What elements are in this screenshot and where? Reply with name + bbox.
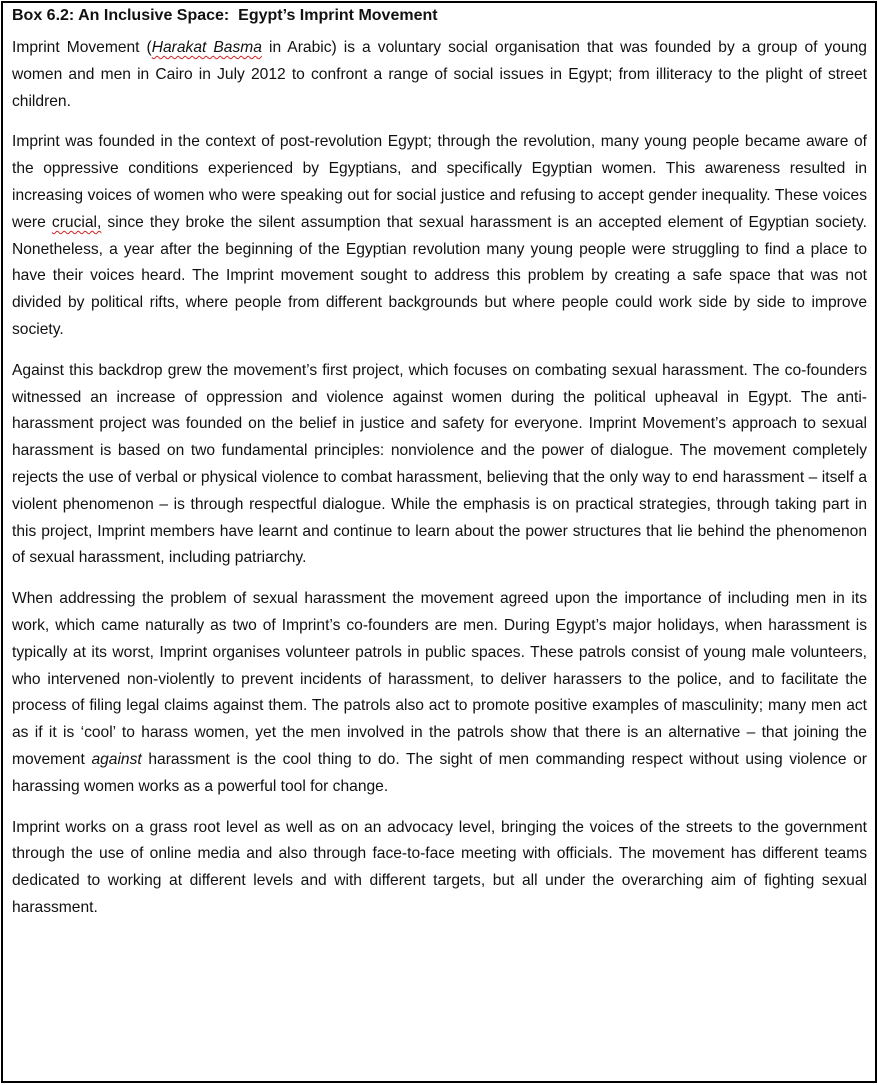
men-text-start: When addressing the problem of sexual harassment the movement agreed upon the importance of including men in its work, which came naturally as two of Imprint’s co-founders are men. During Egypt’s major holidays, when harassment is typically at its worst, Imprint organises volunteer patrols in public spaces. These patrols consist of young male volunteers, who intervened non-violently to prevent incidents of harassment, to deliver harassers to the police, and to facilitate the process of filing legal claims against them. The patrols also act to promote positive examples of masculinity; many men act as if it is ‘cool’ to harass women, yet the men involved in the patrols show that there is an alternative – that joining the movement bbox=[12, 590, 867, 768]
intro-text-start: Imprint Movement ( bbox=[12, 39, 152, 56]
paragraph-advocacy: Imprint works on a grass root level as well as on an advocacy level, bringing the voices of the streets to the government through the use of online media and also through face-to-face meeting with officials. The movement has different teams dedicated to working at different levels and with different targets, but all under the overarching aim of fighting sexual harassment. bbox=[12, 818, 867, 916]
box-title: Box 6.2: An Inclusive Space: Egypt’s Imprint Movement bbox=[12, 7, 438, 24]
intro-text-end: in Arabic) is a voluntary social organisation that was founded by a group of young women and men in Cairo in July 2012 to confront a range of social issues in Egypt; from illiteracy to the plight of street children. bbox=[12, 39, 867, 110]
arabic-name: Harakat Basma bbox=[151, 39, 262, 56]
paragraph-project: Against this backdrop grew the movement’s first project, which focuses on combating sexual harassment. The co-founders witnessed an increase of oppression and violence against women during the political upheaval in Egypt. The anti-harassment project was founded on the belief in justice and safety for everyone. Imprint Movement’s approach to sexual harassment is based on two fundamental principles: nonviolence and the power of dialogue. The movement completely rejects the use of verbal or physical violence to combat harassment, believing that the only way to end harassment – itself a violent phenomenon – is through respectful dialogue. While the emphasis is on practical strategies, through taking part in this project, Imprint members have learnt and continue to learn about the power structures that lie behind the phenomenon of sexual harassment, including patriarchy. bbox=[12, 361, 867, 567]
context-text-start: Imprint was founded in the context of post-revolution Egypt; through the revolution, many young people became aware of the oppressive conditions experienced by Egyptians, and specifically Egyptian women. This awareness resulted in increasing voices of women who were speaking out for social justice and refusing to accept gender inequality. These voices were bbox=[12, 133, 867, 231]
context-text-end: since they broke the silent assumption that sexual harassment is an accepted element of Egyptian society. Nonetheless, a year after the beginning of the Egyptian revolution many young people were struggling to find a place to have their voices heard. The Imprint movement sought to address this problem by creating a safe space that was not divided by political rifts, where people from different backgrounds but where people could work side by side to improve society. bbox=[12, 213, 867, 338]
men-text-end: harassment is the cool thing to do. The sight of men commanding respect without using violence or harassing women works as a powerful tool for change. bbox=[12, 750, 867, 795]
italic-against: against bbox=[91, 750, 142, 768]
text-box bbox=[1, 1, 877, 1083]
spellcheck-marked-word: crucial, bbox=[51, 213, 102, 231]
paragraph-intro bbox=[12, 35, 867, 115]
paragraph-men bbox=[12, 586, 867, 800]
paragraph-context bbox=[12, 129, 867, 343]
